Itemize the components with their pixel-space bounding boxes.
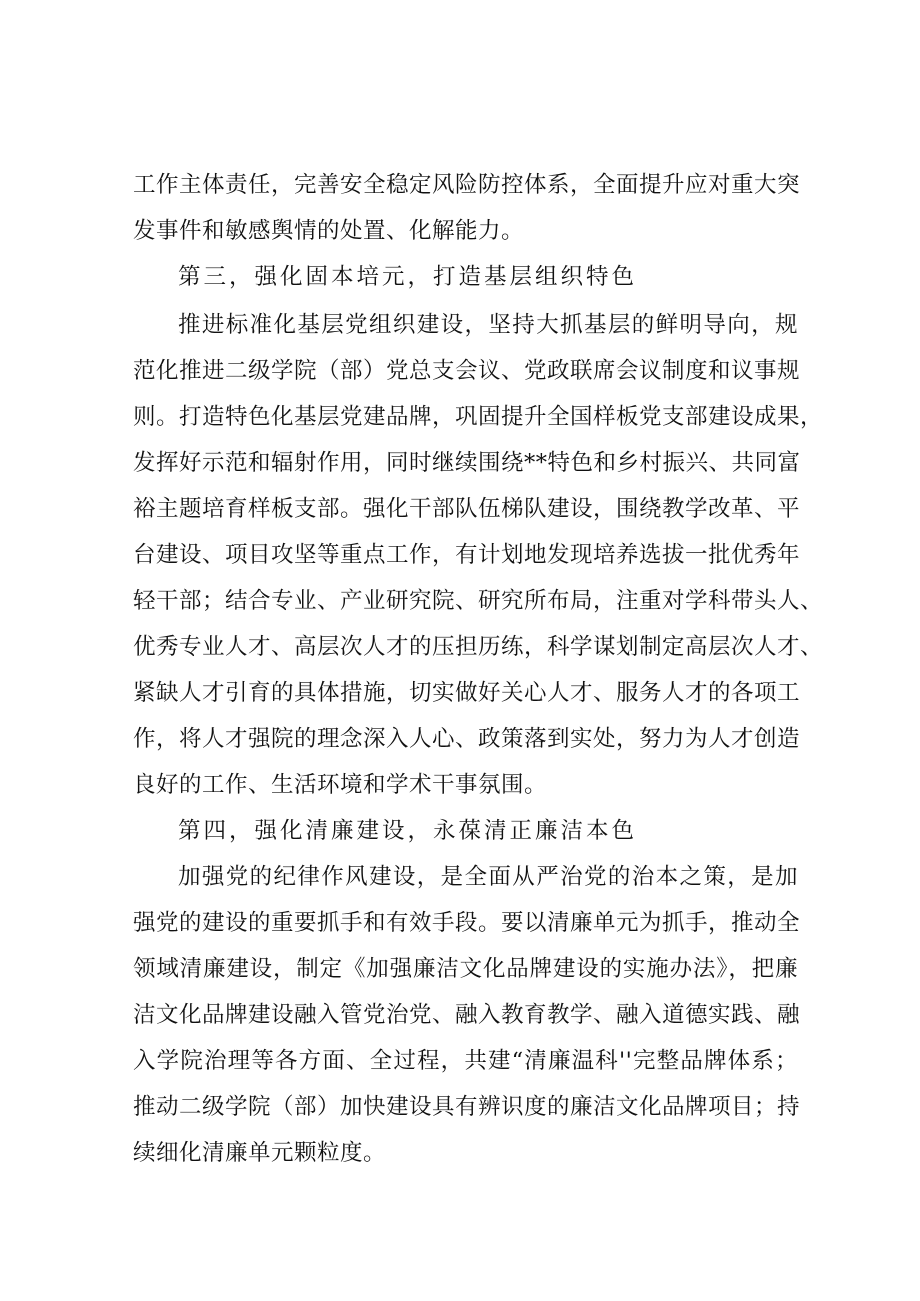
text-line: 领域清廉建设，制定《加强廉洁文化品牌建设的实施办法》，把廉 [133, 956, 798, 982]
text-line: 裕主题培育样板支部。强化干部队伍梯队建设，围绕教学改革、平 [133, 496, 801, 522]
text-line: 作，将人才强院的理念深入人心、政策落到实处，努力为人才创造 [133, 726, 801, 752]
text-line: 工作主体责任，完善安全稳定风险防控体系，全面提升应对重大突 [133, 172, 801, 198]
text-line: 紧缺人才引育的具体措施，切实做好关心人才、服务人才的各项工 [133, 680, 801, 706]
text-line: 优秀专业人才、高层次人才的压担历练，科学谋划制定高层次人才、 [133, 634, 824, 660]
text-line: 则。打造特色化基层党建品牌，巩固提升全国样板党支部建设成果， [133, 404, 824, 430]
text-line: 台建设、项目攻坚等重点工作，有计划地发现培养选拔一批优秀年 [133, 542, 801, 568]
text-line: 洁文化品牌建设融入管党治党、融入教育教学、融入道德实践、融 [133, 1002, 801, 1028]
section-heading-3: 第三，强化固本培元，打造基层组织特色 [178, 264, 638, 290]
text-line: 轻干部；结合专业、产业研究院、研究所布局，注重对学科带头人、 [133, 588, 824, 614]
text-line: 强党的建设的重要抓手和有效手段。要以清廉单元为抓手，推动全 [133, 910, 801, 936]
text-line: 续细化清廉单元颗粒度。 [133, 1140, 387, 1166]
text-line: 良好的工作、生活环境和学术干事氛围。 [133, 772, 548, 798]
text-line: 入学院治理等各方面、全过程，共建“清廉温科''完整品牌体系； [133, 1048, 798, 1074]
text-line: 发挥好示范和辐射作用，同时继续围绕**特色和乡村振兴、共同富 [133, 450, 801, 476]
text-line: 推进标准化基层党组织建设，坚持大抓基层的鲜明导向，规 [178, 312, 798, 338]
text-line: 推动二级学院（部）加快建设具有辨识度的廉洁文化品牌项目；持 [133, 1094, 801, 1120]
text-line: 范化推进二级学院（部）党总支会议、党政联席会议制度和议事规 [133, 358, 801, 384]
section-heading-4: 第四，强化清廉建设，永葆清正廉洁本色 [178, 818, 638, 844]
text-line: 加强党的纪律作风建设，是全面从严治党的治本之策，是加 [178, 864, 798, 890]
text-line: 发事件和敏感舆情的处置、化解能力。 [133, 218, 525, 244]
